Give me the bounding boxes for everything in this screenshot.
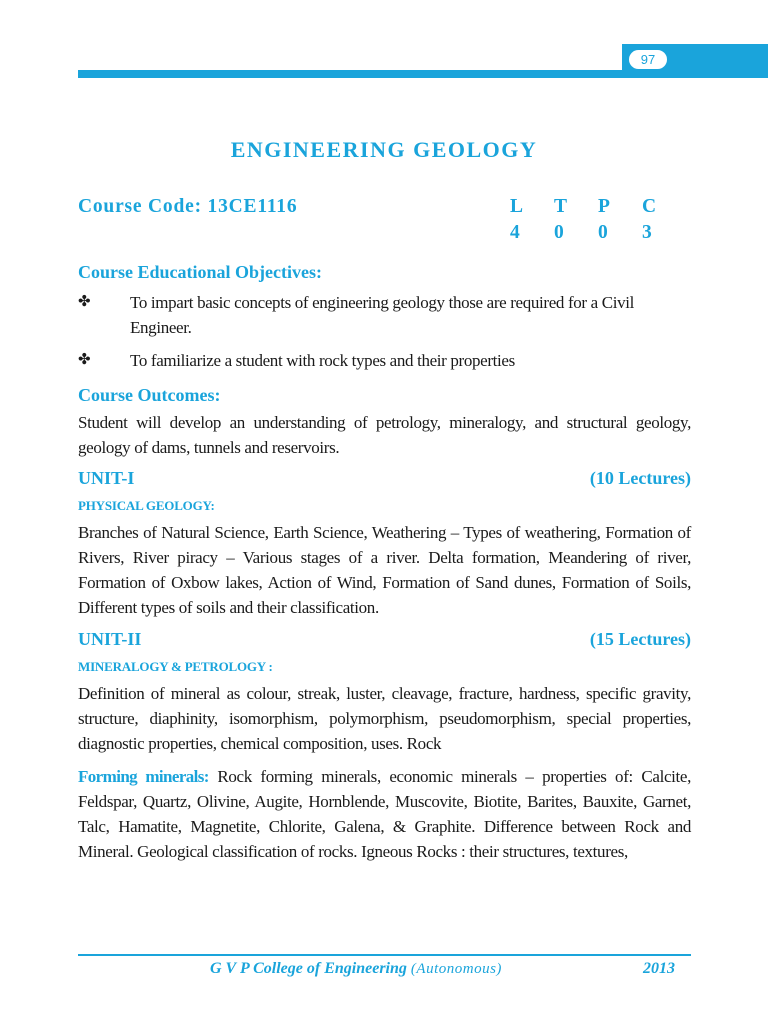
unit-1-subheading: PHYSICAL GEOLOGY: — [78, 498, 215, 513]
ltpc-value-t: 0 — [554, 222, 564, 243]
main-content — [78, 262, 691, 864]
unit-1-text: Branches of Natural Science, Earth Science, Weathering – Types of weathering, Formation of Rivers, River piracy – Various stages of a river. Delta formation, Meandering of river, Formation of Oxbow lakes, Action of Wind, Formation of Sand dunes, Formation of Soils, Different types of soils and their classification. — [78, 523, 691, 617]
ltpc-header-c: C — [642, 196, 657, 217]
ltpc-table — [510, 196, 686, 244]
bullet-icon: ✤ — [78, 294, 91, 310]
forming-minerals-paragraph — [78, 764, 691, 864]
objectives-list — [78, 290, 691, 373]
unit-2-subheading: MINERALOGY & PETROLOGY : — [78, 659, 273, 674]
page-number: 97 — [628, 49, 668, 70]
list-item — [78, 290, 691, 340]
unit-2-lectures: (15 Lectures) — [589, 629, 691, 649]
page-title: ENGINEERING GEOLOGY — [230, 137, 538, 162]
unit-1-title: UNIT-I — [78, 468, 135, 488]
unit-2-header — [78, 629, 691, 650]
unit-2-text: Definition of mineral as colour, streak, luster, cleavage, fracture, hardness, specific gravity, structure, diaphinity, isomorphism, polymorphism, pseudomorphism, special properties, diagnostic properties, chemical composition, uses. Rock — [78, 684, 691, 753]
outcomes-heading: Course Outcomes: — [78, 385, 221, 405]
ltpc-header-t: T — [554, 196, 568, 217]
footer-rule — [78, 954, 691, 956]
footer-year: 2013 — [643, 960, 675, 977]
forming-minerals-heading: Forming minerals: — [78, 767, 209, 786]
objectives-heading: Course Educational Objectives: — [78, 262, 322, 282]
unit-1-header — [78, 468, 691, 489]
unit-1-lectures: (10 Lectures) — [589, 468, 691, 488]
ltpc-header-l: L — [510, 196, 524, 217]
unit-2-title: UNIT-II — [78, 629, 142, 649]
outcomes-text: Student will develop an understanding of petrology, mineralogy, and structural geology, geology of dams, tunnels and reservoirs. — [78, 413, 691, 457]
footer-college — [210, 960, 502, 978]
college-name: G V P College of Engineering — [210, 960, 407, 977]
ltpc-value-c: 3 — [642, 222, 652, 243]
objective-text: To impart basic concepts of engineering geology those are required for a Civil Engineer. — [130, 293, 635, 337]
autonomous-label: (Autonomous) — [410, 961, 502, 977]
course-code: Course Code: 13CE1116 — [78, 196, 298, 217]
ltpc-value-p: 0 — [598, 222, 608, 243]
forming-minerals-text: Rock forming minerals, economic minerals – properties of: Calcite, Feldspar, Quartz, Olivine, Augite, Hornblende, Muscovite, Biotite, Barites, Bauxite, Garnet, Talc, Hamatite, Magnetite, Chlorite, Galena, & Graphite. Difference between Rock and Mineral. Geological classification of rocks. Igneous Rocks : their structures, textures, — [78, 767, 692, 861]
objective-text: To familiarize a student with rock types and their properties — [130, 351, 515, 370]
ltpc-value-l: 4 — [510, 222, 520, 243]
ltpc-header-p: P — [598, 196, 610, 217]
list-item — [78, 348, 691, 373]
bullet-icon: ✤ — [78, 352, 91, 368]
